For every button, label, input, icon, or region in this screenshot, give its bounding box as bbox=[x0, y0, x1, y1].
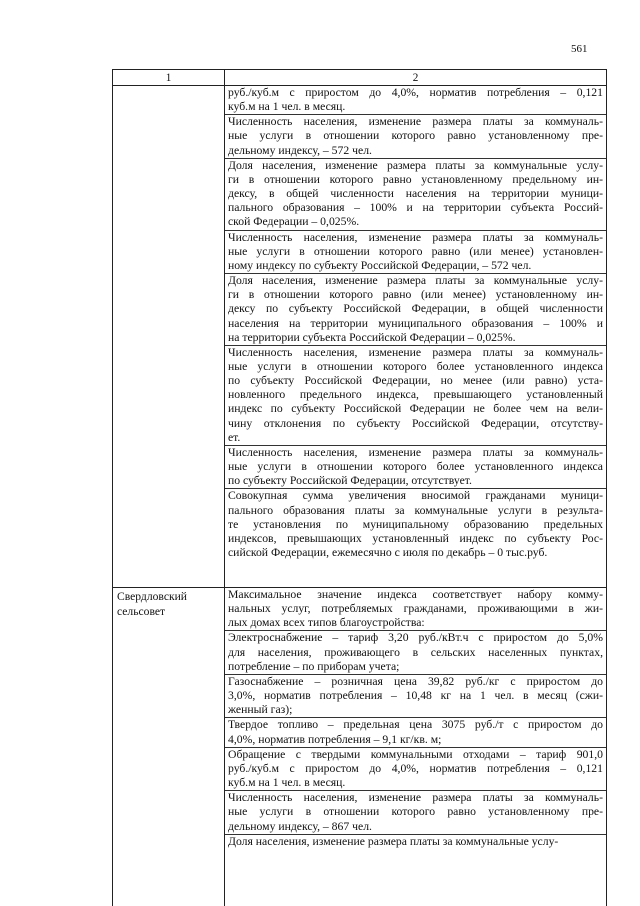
text-line: Численность населения, изменение размера платы за коммуналь- bbox=[225, 791, 606, 805]
paragraph bbox=[225, 115, 606, 158]
text-line: Численность населения, изменение размера платы за коммуналь- bbox=[225, 446, 606, 460]
text-line: руб./куб.м с приростом до 4,0%, норматив потребления – 0,121 bbox=[225, 762, 606, 776]
header-row bbox=[113, 70, 607, 86]
text-line: Доля населения, изменение размера платы за коммунальные услу- bbox=[225, 274, 606, 288]
text-line: пального образования платы за коммунальные услуги в результа- bbox=[225, 504, 606, 518]
municipality-cell bbox=[113, 588, 225, 906]
text-line: для населения, проживающего в сельских населенных пунктах, bbox=[225, 646, 606, 660]
text-line: населения на территории муниципального образования – 100% и bbox=[225, 317, 606, 331]
text-line: Численность населения, изменение размера платы за коммуналь- bbox=[225, 346, 606, 360]
text-line: дельному индексу, – 572 чел. bbox=[225, 144, 606, 158]
text-line: ги в отношении которого равно установленному предельному ин- bbox=[225, 173, 606, 187]
text-line: руб./куб.м с приростом до 4,0%, норматив потребления – 0,121 bbox=[225, 86, 606, 100]
text-line: женный газ); bbox=[225, 703, 606, 717]
text-line: дексу, в общей численности населения на территории муници- bbox=[225, 187, 606, 201]
paragraph bbox=[225, 791, 606, 834]
text-line: ному индексу по субъекту Российской Федерации, – 572 чел. bbox=[225, 259, 606, 273]
paragraph bbox=[225, 631, 606, 674]
table-row bbox=[113, 86, 607, 588]
paragraph bbox=[225, 588, 606, 631]
text-line: Доля населения, изменение размера платы за коммунальные услу- bbox=[225, 835, 606, 849]
paragraph bbox=[225, 274, 606, 346]
text-line: чину отклонения по субъекту Российской Федерации, отсутству- bbox=[225, 417, 606, 431]
text-line: Электроснабжение – тариф 3,20 руб./кВт.ч с приростом до 5,0% bbox=[225, 631, 606, 645]
text-line: Твердое топливо – предельная цена 3075 руб./т с приростом до bbox=[225, 718, 606, 732]
text-line: индекс по субъекту Российской Федерации не более чем на вели- bbox=[225, 402, 606, 416]
paragraph bbox=[225, 835, 606, 849]
text-line: Обращение с твердыми коммунальными отходами – тариф 901,0 bbox=[225, 748, 606, 762]
page-number: 561 bbox=[571, 43, 588, 55]
text-line: ные услуги в отношении которого более установленного индекса bbox=[225, 360, 606, 374]
municipality-name-line: сельсовет bbox=[117, 604, 221, 619]
paragraph bbox=[225, 489, 606, 560]
text-line: Максимальное значение индекса соответствует набору комму- bbox=[225, 588, 606, 602]
text-line: те установления по муниципальному образованию предельных bbox=[225, 518, 606, 532]
paragraph bbox=[225, 446, 606, 489]
text-line: 3,0%, норматив потребления – 10,48 кг на 1 чел. в месяц (сжи- bbox=[225, 689, 606, 703]
column-header-2: 2 bbox=[225, 70, 607, 86]
text-line: на территории субъекта Российской Федерации – 0,025%. bbox=[225, 331, 606, 345]
municipality-name-line: Свердловский bbox=[117, 589, 221, 604]
text-line: дексу по субъекту Российской Федерации, в общей численности bbox=[225, 302, 606, 316]
text-line: по субъекту Российской Федерации, отсутствует. bbox=[225, 474, 606, 488]
text-line: ет. bbox=[225, 431, 606, 445]
text-line: ные услуги в отношении которого равно установленному пре- bbox=[225, 129, 606, 143]
text-line: ные услуги в отношении которого более установленного индекса bbox=[225, 460, 606, 474]
paragraph bbox=[225, 86, 606, 115]
text-line: ской Федерации – 0,025%. bbox=[225, 215, 606, 229]
paragraph bbox=[225, 231, 606, 274]
paragraph bbox=[225, 675, 606, 718]
text-line: Газоснабжение – розничная цена 39,82 руб./кг с приростом до bbox=[225, 675, 606, 689]
text-line: Совокупная сумма увеличения вносимой гражданами муници- bbox=[225, 489, 606, 503]
data-table bbox=[112, 69, 607, 906]
text-line: индексов, превышающих установленный индекс по субъекту Рос- bbox=[225, 532, 606, 546]
text-line: 4,0%, норматив потребления – 9,1 кг/кв. м; bbox=[225, 733, 606, 747]
column-header-1: 1 bbox=[113, 70, 225, 86]
text-line: куб.м на 1 чел. в месяц. bbox=[225, 100, 606, 114]
description-cell bbox=[225, 588, 607, 906]
paragraph bbox=[225, 159, 606, 231]
municipality-cell bbox=[113, 86, 225, 588]
text-line: дельному индексу, – 867 чел. bbox=[225, 820, 606, 834]
text-line: Численность населения, изменение размера платы за коммуналь- bbox=[225, 115, 606, 129]
text-line: потребление – по приборам учета; bbox=[225, 660, 606, 674]
text-line: Доля населения, изменение размера платы за коммунальные услу- bbox=[225, 159, 606, 173]
text-line: сийской Федерации, ежемесячно с июля по декабрь – 0 тыс.руб. bbox=[225, 546, 606, 560]
table-row bbox=[113, 588, 607, 906]
text-line: новленного предельного индекса, превышающего установленный bbox=[225, 388, 606, 402]
text-line: ные услуги в отношении которого равно установленному пре- bbox=[225, 805, 606, 819]
text-line: Численность населения, изменение размера платы за коммуналь- bbox=[225, 231, 606, 245]
text-line: куб.м на 1 чел. в месяц. bbox=[225, 776, 606, 790]
text-line: нальных услуг, потребляемых гражданами, проживающими в жи- bbox=[225, 602, 606, 616]
text-line: ные услуги в отношении которого равно (или менее) установлен- bbox=[225, 245, 606, 259]
text-line: пального образования – 100% и на территории субъекта Россий- bbox=[225, 201, 606, 215]
description-cell bbox=[225, 86, 607, 588]
text-line: лых домах всех типов благоустройства: bbox=[225, 616, 606, 630]
paragraph bbox=[225, 346, 606, 446]
text-line: по субъекту Российской Федерации, но менее (или равно) уста- bbox=[225, 374, 606, 388]
paragraph bbox=[225, 718, 606, 747]
text-line: ги в отношении которого равно (или менее) установленному ин- bbox=[225, 288, 606, 302]
paragraph bbox=[225, 748, 606, 791]
